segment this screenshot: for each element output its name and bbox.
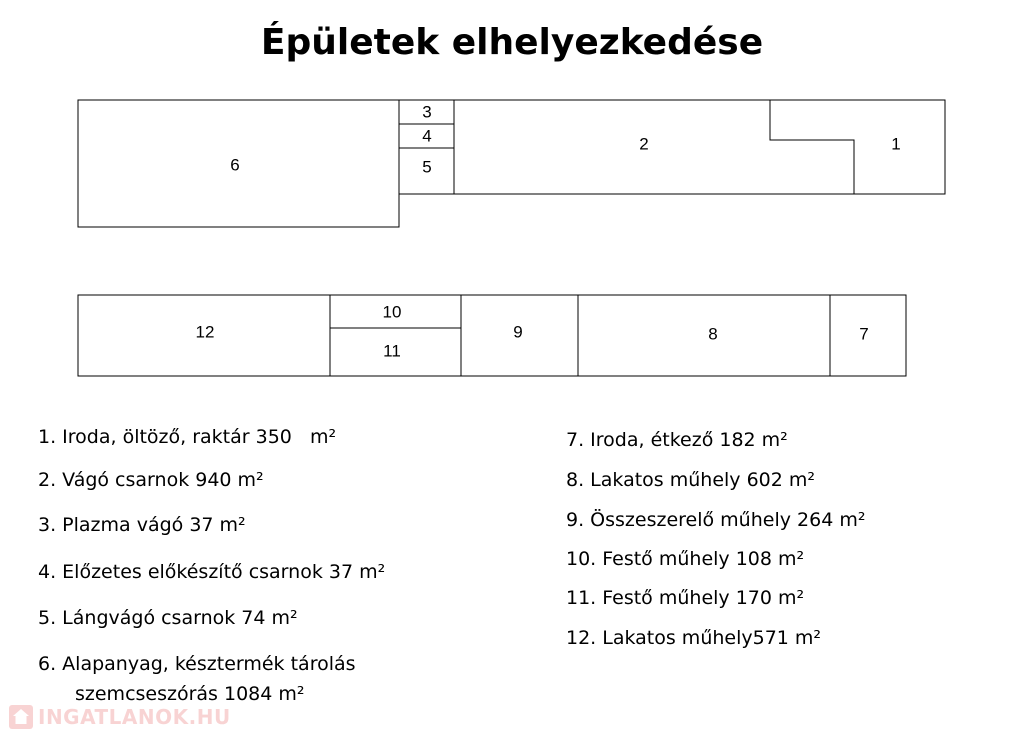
house-icon	[8, 704, 34, 730]
room-label-10: 10	[382, 302, 402, 322]
legend-item-5: 5. Lángvágó csarnok 74 m²	[38, 607, 298, 629]
room-label-3: 3	[422, 102, 432, 122]
room-2-1-outline	[454, 100, 945, 194]
room-label-6: 6	[230, 155, 240, 175]
legend-item-12: 12. Lakatos műhely571 m²	[566, 627, 822, 649]
room-label-2: 2	[639, 134, 649, 154]
legend-item-1: 1. Iroda, öltöző, raktár 350 m²	[38, 426, 337, 448]
watermark-text: INGATLANOK.HU	[38, 705, 231, 729]
room-label-12: 12	[195, 322, 215, 342]
room-label-1: 1	[891, 134, 901, 154]
room-1-divider	[770, 100, 854, 194]
legend-item-8: 8. Lakatos műhely 602 m²	[566, 469, 815, 491]
room-8-outline	[578, 295, 830, 376]
room-label-11: 11	[383, 341, 401, 361]
legend-item-6: 6. Alapanyag, késztermék tárolás	[38, 653, 356, 675]
room-label-5: 5	[422, 157, 432, 177]
legend-item-3: 3. Plazma vágó 37 m²	[38, 514, 246, 536]
legend-item-11: 11. Festő műhely 170 m²	[566, 587, 805, 609]
legend-item-4: 4. Előzetes előkészítő csarnok 37 m²	[38, 561, 386, 583]
room-label-4: 4	[422, 126, 432, 146]
legend-item-6-continuation: szemcseszórás 1084 m²	[75, 683, 305, 705]
legend-item-7: 7. Iroda, étkező 182 m²	[566, 429, 788, 451]
page-title: Épületek elhelyezkedése	[260, 22, 764, 63]
room-label-9: 9	[513, 322, 523, 342]
legend-item-9: 9. Összeszerelő műhely 264 m²	[566, 509, 866, 531]
watermark	[8, 704, 231, 730]
legend-item-2: 2. Vágó csarnok 940 m²	[38, 469, 264, 491]
room-label-8: 8	[708, 324, 718, 344]
room-label-7: 7	[859, 324, 869, 344]
legend-item-10: 10. Festő műhely 108 m²	[566, 548, 805, 570]
